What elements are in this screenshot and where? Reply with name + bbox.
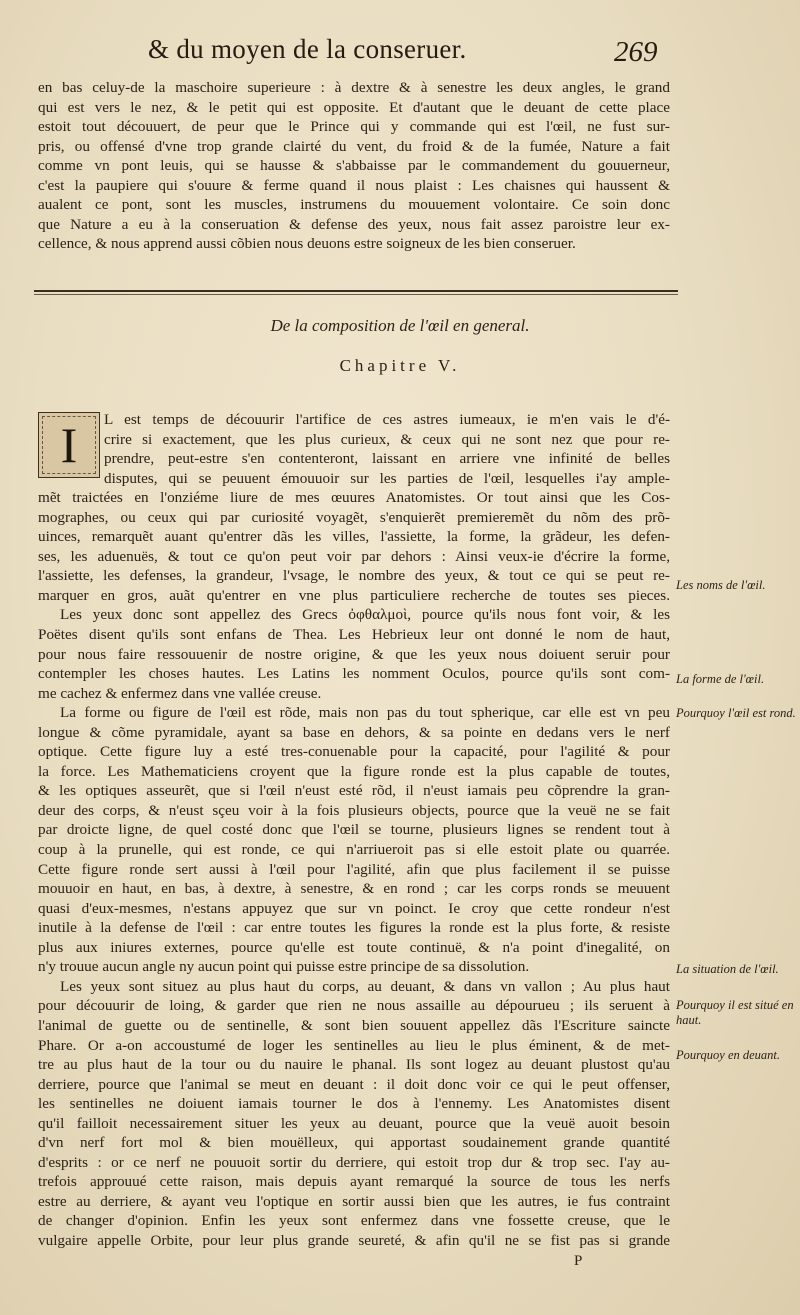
text-line: mẽt traictées en l'onziéme liure de mes œuures Anatomistes. Or tout ainsi que les Cos- [38,489,670,507]
text-line: marquer en gros, auãt qu'entrer en vne plus particuliere recherche de toutes ses pieces. [38,586,670,604]
text-line: cellence, & nous apprend aussi cõbien nous deuons estre soigneux de les bien conseruer. [38,235,576,253]
marginal-note-forme: La forme de l'œil. [676,672,765,686]
text-line: uinces, remarquẽt auant qu'entrer dãs les villes, l'assiette, la forme, la grãdeur, les defen- [38,528,670,546]
text-line: prendre, peut-estre s'en contenteront, laissant en arriere vne infinité de belles [104,450,670,468]
text-line: aualent ce pont, sont les muscles, instrumens du mouuement volontaire. Ce soin donc [38,196,670,214]
text-line: Poëtes disent qu'ils sont enfans de Thea. Les Hebrieux leur ont donné le nom de haut, [38,626,670,644]
text-line: que Nature a eu à la conseruation & defense des yeux, nous fait assez paroistre leur ex- [38,215,670,233]
text-line: & les optiques asseurẽt, que si l'œil n'eust esté rõd, il n'eust iamais peu cõprendre la gran- [38,782,670,800]
text-line: vulgaire appelle Orbite, pour leur plus grande seureté, & afin qu'il ne se fist pas si grande [38,1231,670,1249]
text-line: c'est la paupiere qui s'ouure & ferme quand il nous plaist : Les chaisnes qui haussent & [38,176,670,194]
page-number: 269 [614,36,658,68]
text-line: qu'il failloit necessairement situer les yeux au deuant, pource que la veuë auoit besoin [38,1114,670,1132]
text-line: d'vn nerf fort mol & bien mouëlleux, qui apportast soudainement grande quantité [38,1134,670,1152]
text-line: mographes, ou ceux qui par curiosité voyagẽt, s'enquierẽt premieremẽt du nõm des prõ- [38,508,670,526]
text-line: longue & cõme pyramidale, ayant sa base en dehors, & sa pointe en dedans vers le nerf [38,723,670,741]
section-rule [34,290,678,292]
text-line: inutile à la defense de l'œil : car entre toutes les figures la ronde est la plus forte, & resiste [38,919,670,937]
marginal-note-noms: Les noms de l'œil. [676,578,766,592]
text-line: tre au plus haut de la tour ou du nauire le phanal. Ils sont logez au deuant plustost qu'au [38,1056,670,1074]
text-line: crire si exactement, que les plus curieux, & ceux qui ne sont nez que pour re- [104,430,670,448]
text-line: estre au derriere, & ayant veu l'optique en sortir aussi bien que les autres, ie fus contraint [38,1192,670,1210]
signature-mark: P [574,1253,583,1269]
chapter-heading: Chapitre V. [339,356,461,375]
text-line: quasi d'eux-mesmes, n'estans appuyez que sur vn poinct. Ie croy que cette rondeur n'est [38,899,670,917]
text-line: pour nous faire ressouuenir de nostre origine, & que les yeux nous doiuent seruir pour [38,645,670,663]
marginal-note-haut: Pourquoy il est situé en haut. [676,998,794,1027]
text-line: derriere, pource que l'animal se meut en deuant : il doit donc voir ce qui le peut offenser, [38,1075,670,1093]
text-line: optique. Cette figure luy a esté tres-conuenable pour la capacité, pour l'agilité & pour [38,743,670,761]
text-line: par droicte ligne, de quel costé donc que l'œil se tourne, plusieurs lignes se rendent tout à [38,821,670,839]
text-line: l'assiette, les defenses, la grandeur, l'vsage, le nombre des yeux, & tout ce qui se peut re- [38,567,670,585]
text-line: coup à la prunelle, qui est ronde, ce qui n'arriueroit pas si elle estoit plate ou quarrée. [38,841,670,859]
text-line: n'y trouue aucun angle ny aucun point qui puisse estre principe de sa dissolution. [38,958,530,976]
text-line: pris, ou offensé d'vne trop grande clairté du vent, du froid & de la fumée, Nature a fait [38,137,670,155]
section-title: De la composition de l'œil en general. [270,316,530,335]
text-line: d'esprits : or ce nerf ne pouuoit sortir du derriere, qui estoit trop dur & trop sec. I'ay au- [38,1153,670,1171]
text-line: la force. Les Mathematiciens croyent que la figure ronde est la plus capable de toutes, [38,762,670,780]
text-line: qui est vers le nez, & le petit qui est opposite. Et d'autant que le deuant de cette place [38,98,670,116]
marginal-note-situation: La situation de l'œil. [676,962,779,976]
text-line: deur des corps, & n'eust sçeu voir à la fois plusieurs objects, pource que la veuë ne se fait [38,801,670,819]
text-line: Phare. Or a-on accoustumé de loger les sentinelles au lieu le plus éminent, & de met- [38,1036,670,1054]
text-line: ses, les aduenuës, & tout ce qu'on peut voir par dehors : Ainsi veux-ie d'écrire la forme, [38,547,670,565]
text-block-opening [38,78,670,254]
text-line: La forme ou figure de l'œil est rõde, mais non pas du tout spherique, car elle est vn peu [60,704,670,722]
text-line: en bas celuy-de la maschoire superieure : à dextre & à senestre les deux angles, le grand [38,79,670,96]
marginal-note-deuant: Pourquoy en deuant. [676,1048,781,1062]
text-line: contempler les choses hautes. Les Latins les nomment Oculos, pource qu'ils sont com- [38,665,670,683]
text-line: pour découurir de loing, & garder que rien ne nous assaille au dépourueu ; ils seruent à [38,997,670,1015]
text-line: l'animal de guette ou de sentinelle, & sont bien souuent appellez dãs l'Escriture saincte [38,1016,670,1034]
text-line: mouuoir en haut, en bas, à dextre, à senestre, & en rond ; car les corps ronds se meuuent [38,880,670,898]
text-line: Cette figure ronde sert aussi à l'œil pour l'agilité, afin que plus facilement il se puisse [38,860,670,878]
text-line: me cachez & enfermez dans vne vallée creuse. [38,684,322,702]
initial-letter: I [60,417,78,473]
text-line: trefois approuué cette raison, mais depuis ayant remarqué la source de tous les nerfs [38,1173,670,1191]
text-block-chapter [38,410,670,1251]
text-line: L est temps de découurir l'artifice de ces astres iumeaux, ie m'en vais le d'é- [104,411,670,428]
text-line: les sentinelles ne doiuent iamais tourner le dos à l'ennemy. Les Anatomistes disent [38,1095,670,1113]
marginal-note-rond: Pourquoy l'œil est rond. [676,706,796,720]
running-title: & du moyen de la conseruer. [148,34,467,64]
section-rule-thin [34,294,678,295]
text-line: Les yeux sont situez au plus haut du corps, au deuant, & dans vn vallon ; Au plus haut [60,977,670,995]
text-line: de changer d'opinion. Enfin les yeux sont enfermez dans vne fossette creuse, que le [38,1212,670,1230]
text-line: estoit tout découuert, de peur que le Prince qui y commande qui est l'œil, ne fust sur- [38,118,670,136]
text-line: plus aux iniures externes, pource qu'elle est toute continuë, & n'a point d'inegalité, on [38,938,670,956]
text-line: comme vn pont leuis, qui se hausse & s'abbaisse par le commandement du gouuerneur, [38,157,670,175]
text-line: Les yeux donc sont appellez des Grecs ὀφθαλμοὶ, pource qu'ils nous font voir, & les [60,606,670,624]
text-line: disputes, qui se peuuent émouuoir sur les parties de l'œil, lesquelles i'ay ample- [104,469,670,487]
